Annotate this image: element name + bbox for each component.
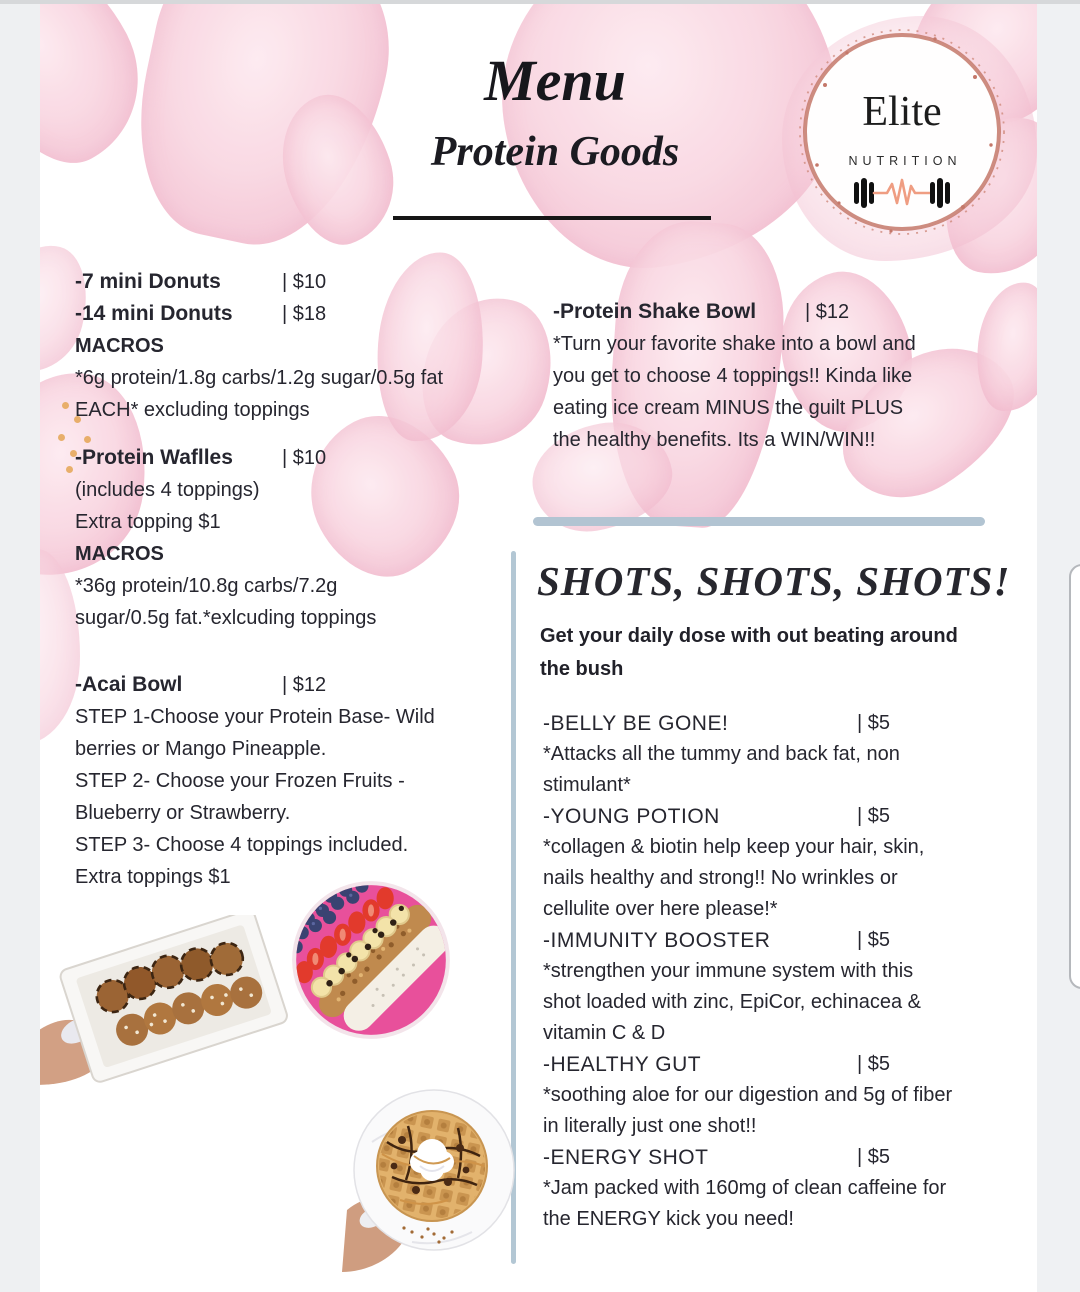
item-name: -BELLY BE GONE! xyxy=(543,712,729,735)
flower-stamen-dot xyxy=(62,402,69,409)
brand-logo-graphic xyxy=(795,25,1010,240)
brand-tagline: NUTRITION xyxy=(848,154,962,168)
text-line: STEP 3- Choose 4 toppings included. xyxy=(75,834,409,856)
menu-line xyxy=(75,669,435,701)
item-price: | $5 xyxy=(857,1146,890,1168)
item-name: -Protein Shake Bowl xyxy=(553,300,757,323)
macros-detail: *36g protein/10.8g carbs/7.2g xyxy=(75,575,338,597)
text-line: *strengthen your immune system with this xyxy=(543,960,914,982)
item-name: -7 mini Donuts xyxy=(75,270,221,293)
item-price: | $10 xyxy=(282,447,327,469)
acai-bowl-photo xyxy=(282,878,460,1046)
shot-item xyxy=(543,925,952,1049)
title-divider xyxy=(393,216,711,220)
text-line: in literally just one shot!! xyxy=(543,1115,757,1137)
menu-item-mini-donuts xyxy=(75,266,443,426)
scrollbar-thumb[interactable] xyxy=(1069,564,1080,989)
menu-item-protein-shake-bowl xyxy=(553,296,916,456)
macros-label: MACROS xyxy=(75,335,164,357)
waffle-plate-photo xyxy=(342,1082,517,1272)
text-line: nails healthy and strong!! No wrinkles or xyxy=(543,867,898,889)
shots-subheading xyxy=(540,620,958,686)
text-line: stimulant* xyxy=(543,774,631,796)
menu-line xyxy=(543,801,952,832)
page-title: Menu xyxy=(484,48,626,113)
text-line: berries or Mango Pineapple. xyxy=(75,738,327,760)
shot-item xyxy=(543,708,952,801)
item-name: -14 mini Donuts xyxy=(75,302,233,325)
item-name: -YOUNG POTION xyxy=(543,805,720,828)
item-price: | $5 xyxy=(857,712,890,734)
text-line: the healthy benefits. Its a WIN/WIN!! xyxy=(553,429,876,451)
header xyxy=(390,48,720,175)
text-line: STEP 1-Choose your Protein Base- Wild xyxy=(75,706,435,728)
shot-item xyxy=(543,1049,952,1142)
text-line: cellulite over here please!* xyxy=(543,898,778,920)
item-name: -HEALTHY GUT xyxy=(543,1053,702,1076)
brand-logo xyxy=(795,25,1010,240)
macros-label: MACROS xyxy=(75,543,164,565)
macros-detail: sugar/0.5g fat.*exlcuding toppings xyxy=(75,607,377,629)
menu-line xyxy=(75,266,443,298)
text-line: you get to choose 4 toppings!! Kinda like xyxy=(553,365,913,387)
menu-item-acai-bowl xyxy=(75,669,435,893)
item-description xyxy=(553,328,916,456)
text-line: *Turn your favorite shake into a bowl and xyxy=(553,333,916,355)
macros-detail: *6g protein/1.8g carbs/1.2g sugar/0.5g fat xyxy=(75,367,444,389)
flower-stamen-dot xyxy=(58,434,65,441)
item-price: | $5 xyxy=(857,805,890,827)
item-name: -IMMUNITY BOOSTER xyxy=(543,929,771,952)
text-line: *Attacks all the tummy and back fat, non xyxy=(543,743,900,765)
flower-stamen-dot xyxy=(66,466,73,473)
item-price: | $5 xyxy=(857,929,890,951)
item-price: | $12 xyxy=(805,301,850,323)
petal-decoration xyxy=(40,549,80,744)
item-description xyxy=(543,1173,952,1235)
item-description xyxy=(543,1080,952,1142)
donut-box-photo xyxy=(40,915,300,1085)
item-description xyxy=(543,956,952,1049)
text-line: Extra toppings $1 xyxy=(75,866,231,888)
item-price: | $12 xyxy=(282,674,327,696)
item-note: Extra topping $1 xyxy=(75,511,221,533)
shot-item xyxy=(543,1142,952,1235)
shots-subheading-line: Get your daily dose with out beating around xyxy=(540,625,958,647)
item-price: | $10 xyxy=(282,271,327,293)
text-line: the ENERGY kick you need! xyxy=(543,1208,794,1230)
text-line: shot loaded with zinc, EpiCor, echinacea & xyxy=(543,991,921,1013)
text-line: STEP 2- Choose your Frozen Fruits - xyxy=(75,770,405,792)
menu-line xyxy=(543,1049,952,1080)
text-line: *collagen & biotin help keep your hair, skin, xyxy=(543,836,925,858)
menu-item-protein-waffles xyxy=(75,442,376,634)
viewer-top-border xyxy=(0,0,1080,4)
menu-line xyxy=(553,296,916,328)
shot-item xyxy=(543,801,952,925)
brand-name: Elite xyxy=(862,89,942,135)
text-line: Blueberry or Strawberry. xyxy=(75,802,291,824)
text-line: *Jam packed with 160mg of clean caffeine for xyxy=(543,1177,947,1199)
macros-detail: EACH* excluding toppings xyxy=(75,399,310,421)
section-divider-horizontal xyxy=(533,517,985,526)
shots-subheading-line: the bush xyxy=(540,658,624,680)
text-line: vitamin C & D xyxy=(543,1022,666,1044)
item-price: | $5 xyxy=(857,1053,890,1075)
item-description xyxy=(543,739,952,801)
item-name: -Protein Waflles xyxy=(75,446,233,469)
item-steps xyxy=(75,701,435,893)
menu-line xyxy=(543,925,952,956)
menu-page xyxy=(40,4,1037,1292)
item-name: -ENERGY SHOT xyxy=(543,1146,709,1169)
text-line: *soothing aloe for our digestion and 5g of fiber xyxy=(543,1084,953,1106)
page-subtitle: Protein Goods xyxy=(430,128,680,175)
shots-list xyxy=(543,708,952,1235)
menu-line xyxy=(75,298,443,330)
menu-line xyxy=(543,1142,952,1173)
item-name: -Acai Bowl xyxy=(75,673,183,696)
item-price: | $18 xyxy=(282,303,327,325)
shots-heading: SHOTS, SHOTS, SHOTS! xyxy=(537,558,1011,604)
menu-line xyxy=(543,708,952,739)
menu-line xyxy=(75,442,376,474)
item-description xyxy=(543,832,952,925)
text-line: eating ice cream MINUS the guilt PLUS xyxy=(553,397,904,419)
item-note: (includes 4 toppings) xyxy=(75,479,260,501)
